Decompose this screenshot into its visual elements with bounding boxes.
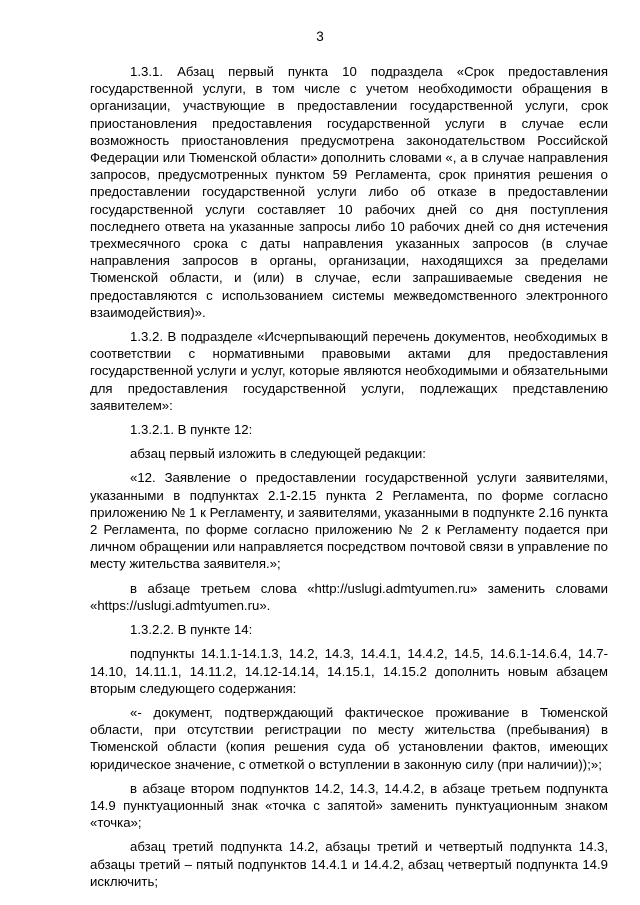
paragraph-1-3-1: 1.3.1. Абзац первый пункта 10 подраздела «Срок предоставления государственной услуги, в том числе с учетом необходимости обращения в организации, участвующие в предоставлении государственной услуги, срок приостановления предоставления государственной услуги в случае если возможность приостановления предусмотрена законодательством Российской Федерации или Тюменской области» дополнить словами «, а в случае направления запросов, предусмотренных пунктом 59 Регламента, срок принятия решения о предоставлении государственной услуги либо об отказе в предоставлении государственной услуги составляет 10 рабочих дней со дня поступления последнего ответа на указанные запросы либо 10 рабочих дней со дня истечения трехмесячного срока с даты направления указанных запросов (в случае направления запросов в органы, организации, находящихся за пределами Тюменской области, и (или) в случае, если запрашиваемые сведения не предоставляются с использованием системы межведомственного электронного взаимодействия)». [90,64,608,320]
paragraph-item-12-text: «12. Заявление о предоставлении государственной услуги заявителями, указанными в подпунктах 2.1-2.15 пункта 2 Регламента, по форме согласно приложению № 1 к Регламенту, и заявителями, указанными в подпункте 2.16 пункта 2 Регламента, по форме согласно приложению № 2 к Регламенту подается при личном обращении или направляется посредством почтовой связи в управление по месту жительства заявителя.»; [90,470,608,572]
paragraph-subitems-list: подпункты 14.1.1-14.1.3, 14.2, 14.3, 14.4.1, 14.4.2, 14.5, 14.6.1-14.6.4, 14.7-14.10, 14.11.1, 14.11.2, 14.12-14.14, 14.15.1, 14.15.2 дополнить новым абзацем вторым следующего содержания: [90,646,608,696]
paragraph-1-3-2-2: 1.3.2.2. В пункте 14: [130,622,253,638]
paragraph-residence-document: «- документ, подтверждающий фактическое проживание в Тюменской области, при отсутствии регистрации по месту жительства (пребывания) в Тюменской области (копия решения суда об установлении фактов, имеющих юридическое значение, с отметкой о вступлении в законную силу (при наличии));»; [90,704,608,772]
paragraph-first-abzac: абзац первый изложить в следующей редакции: [130,446,426,462]
paragraph-punctuation-change: в абзаце втором подпунктов 14.2, 14.3, 14.4.2, в абзаце третьем подпункта 14.9 пунктуационный знак «точка с запятой» заменить пунктуационным знаком «точка»; [90,780,608,831]
document-body [90,63,608,897]
paragraph-exclusion: абзац третий подпункта 14.2, абзацы третий и четвертый подпункта 14.3, абзацы третий – пятый подпунктов 14.4.1 и 14.4.2, абзац четвертый подпункта 14.9 исключить; [90,839,608,889]
paragraph-url-replacement: в абзаце третьем слова «http://uslugi.admtyumen.ru» заменить словами «https://uslugi.admtyumen.ru». [90,580,608,613]
paragraph-1-3-2: 1.3.2. В подразделе «Исчерпывающий перечень документов, необходимых в соответствии с нормативными правовыми актами для предоставления государственной услуги и услуг, которые являются необходимыми и обязательными для предоставления государственной услуги, подлежащих представлению заявителем»: [90,329,608,413]
paragraph-1-3-2-1: 1.3.2.1. В пункте 12: [130,422,253,438]
page-number: 3 [316,29,324,44]
